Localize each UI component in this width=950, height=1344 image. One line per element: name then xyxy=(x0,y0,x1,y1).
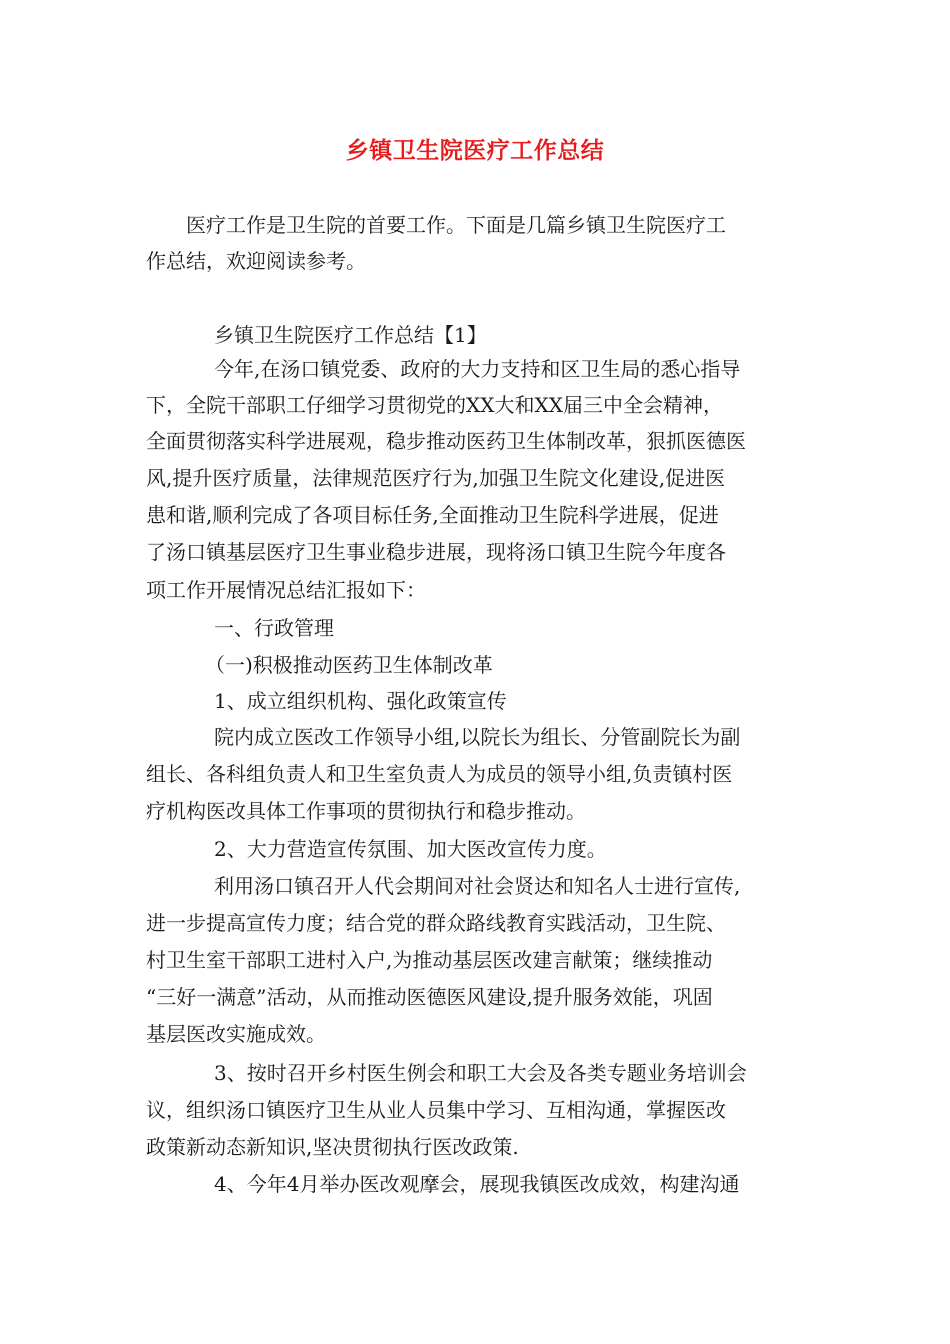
paragraph-line: “三好一满意”活动，从而推动医德医风建设,提升服务效能，巩固 xyxy=(146,985,713,1009)
paragraph-line: 进一步提高宣传力度；结合党的群众路线教育实践活动，卫生院、 xyxy=(146,911,726,935)
intro-line: 作总结，欢迎阅读参考。 xyxy=(146,249,366,273)
document-title: 乡镇卫生院医疗工作总结 xyxy=(345,138,605,164)
paragraph-line: 下，全院干部职工仔细学习贯彻党的XX大和XX届三中全会精神， xyxy=(146,393,723,417)
paragraph-line: 4、今年4月举办医改观摩会，展现我镇医改成效，构建沟通 xyxy=(214,1172,740,1196)
intro-line: 医疗工作是卫生院的首要工作。下面是几篇乡镇卫生院医疗工 xyxy=(186,213,726,237)
paragraph-line: 全面贯彻落实科学进展观，稳步推动医药卫生体制改革，狠抓医德医 xyxy=(146,429,746,453)
paragraph-line: 利用汤口镇召开人代会期间对社会贤达和知名人士进行宣传, xyxy=(214,874,741,898)
paragraph-line: 议，组织汤口镇医疗卫生从业人员集中学习、互相沟通，掌握医改 xyxy=(146,1098,726,1122)
section-heading: 乡镇卫生院医疗工作总结【1】 xyxy=(214,323,487,347)
paragraph-line: 组长、各科组负责人和卫生室负责人为成员的领导小组,负责镇村医 xyxy=(146,762,733,786)
item1-heading: 1、成立组织机构、强化政策宣传 xyxy=(214,689,507,713)
paragraph-line: 院内成立医改工作领导小组,以院长为组长、分管副院长为副 xyxy=(214,725,741,749)
paragraph-line: 疗机构医改具体工作事项的贯彻执行和稳步推动。 xyxy=(146,799,586,823)
paragraph-line: 患和谐,顺利完成了各项目标任务,全面推动卫生院科学进展，促进 xyxy=(146,503,719,527)
paragraph-line: 政策新动态新知识,坚决贯彻执行医改政策. xyxy=(146,1135,519,1159)
heading-admin: 一、行政管理 xyxy=(214,616,334,640)
heading-reform: （一)积极推动医药卫生体制改革 xyxy=(205,653,493,677)
item2-heading: 2、大力营造宣传氛围、加大医改宣传力度。 xyxy=(214,837,607,861)
paragraph-line: 基层医改实施成效。 xyxy=(146,1022,326,1046)
paragraph-line: 风,提升医疗质量，法律规范医疗行为,加强卫生院文化建设,促进医 xyxy=(146,466,726,490)
paragraph-line: 村卫生室干部职工进村入户,为推动基层医改建言献策；继续推动 xyxy=(146,948,713,972)
paragraph-line: 项工作开展情况总结汇报如下： xyxy=(146,578,426,602)
paragraph-line: 3、按时召开乡村医生例会和职工大会及各类专题业务培训会 xyxy=(214,1061,747,1085)
paragraph-line: 了汤口镇基层医疗卫生事业稳步进展，现将汤口镇卫生院今年度各 xyxy=(146,540,726,564)
paragraph-line: 今年,在汤口镇党委、政府的大力支持和区卫生局的悉心指导 xyxy=(214,357,741,381)
